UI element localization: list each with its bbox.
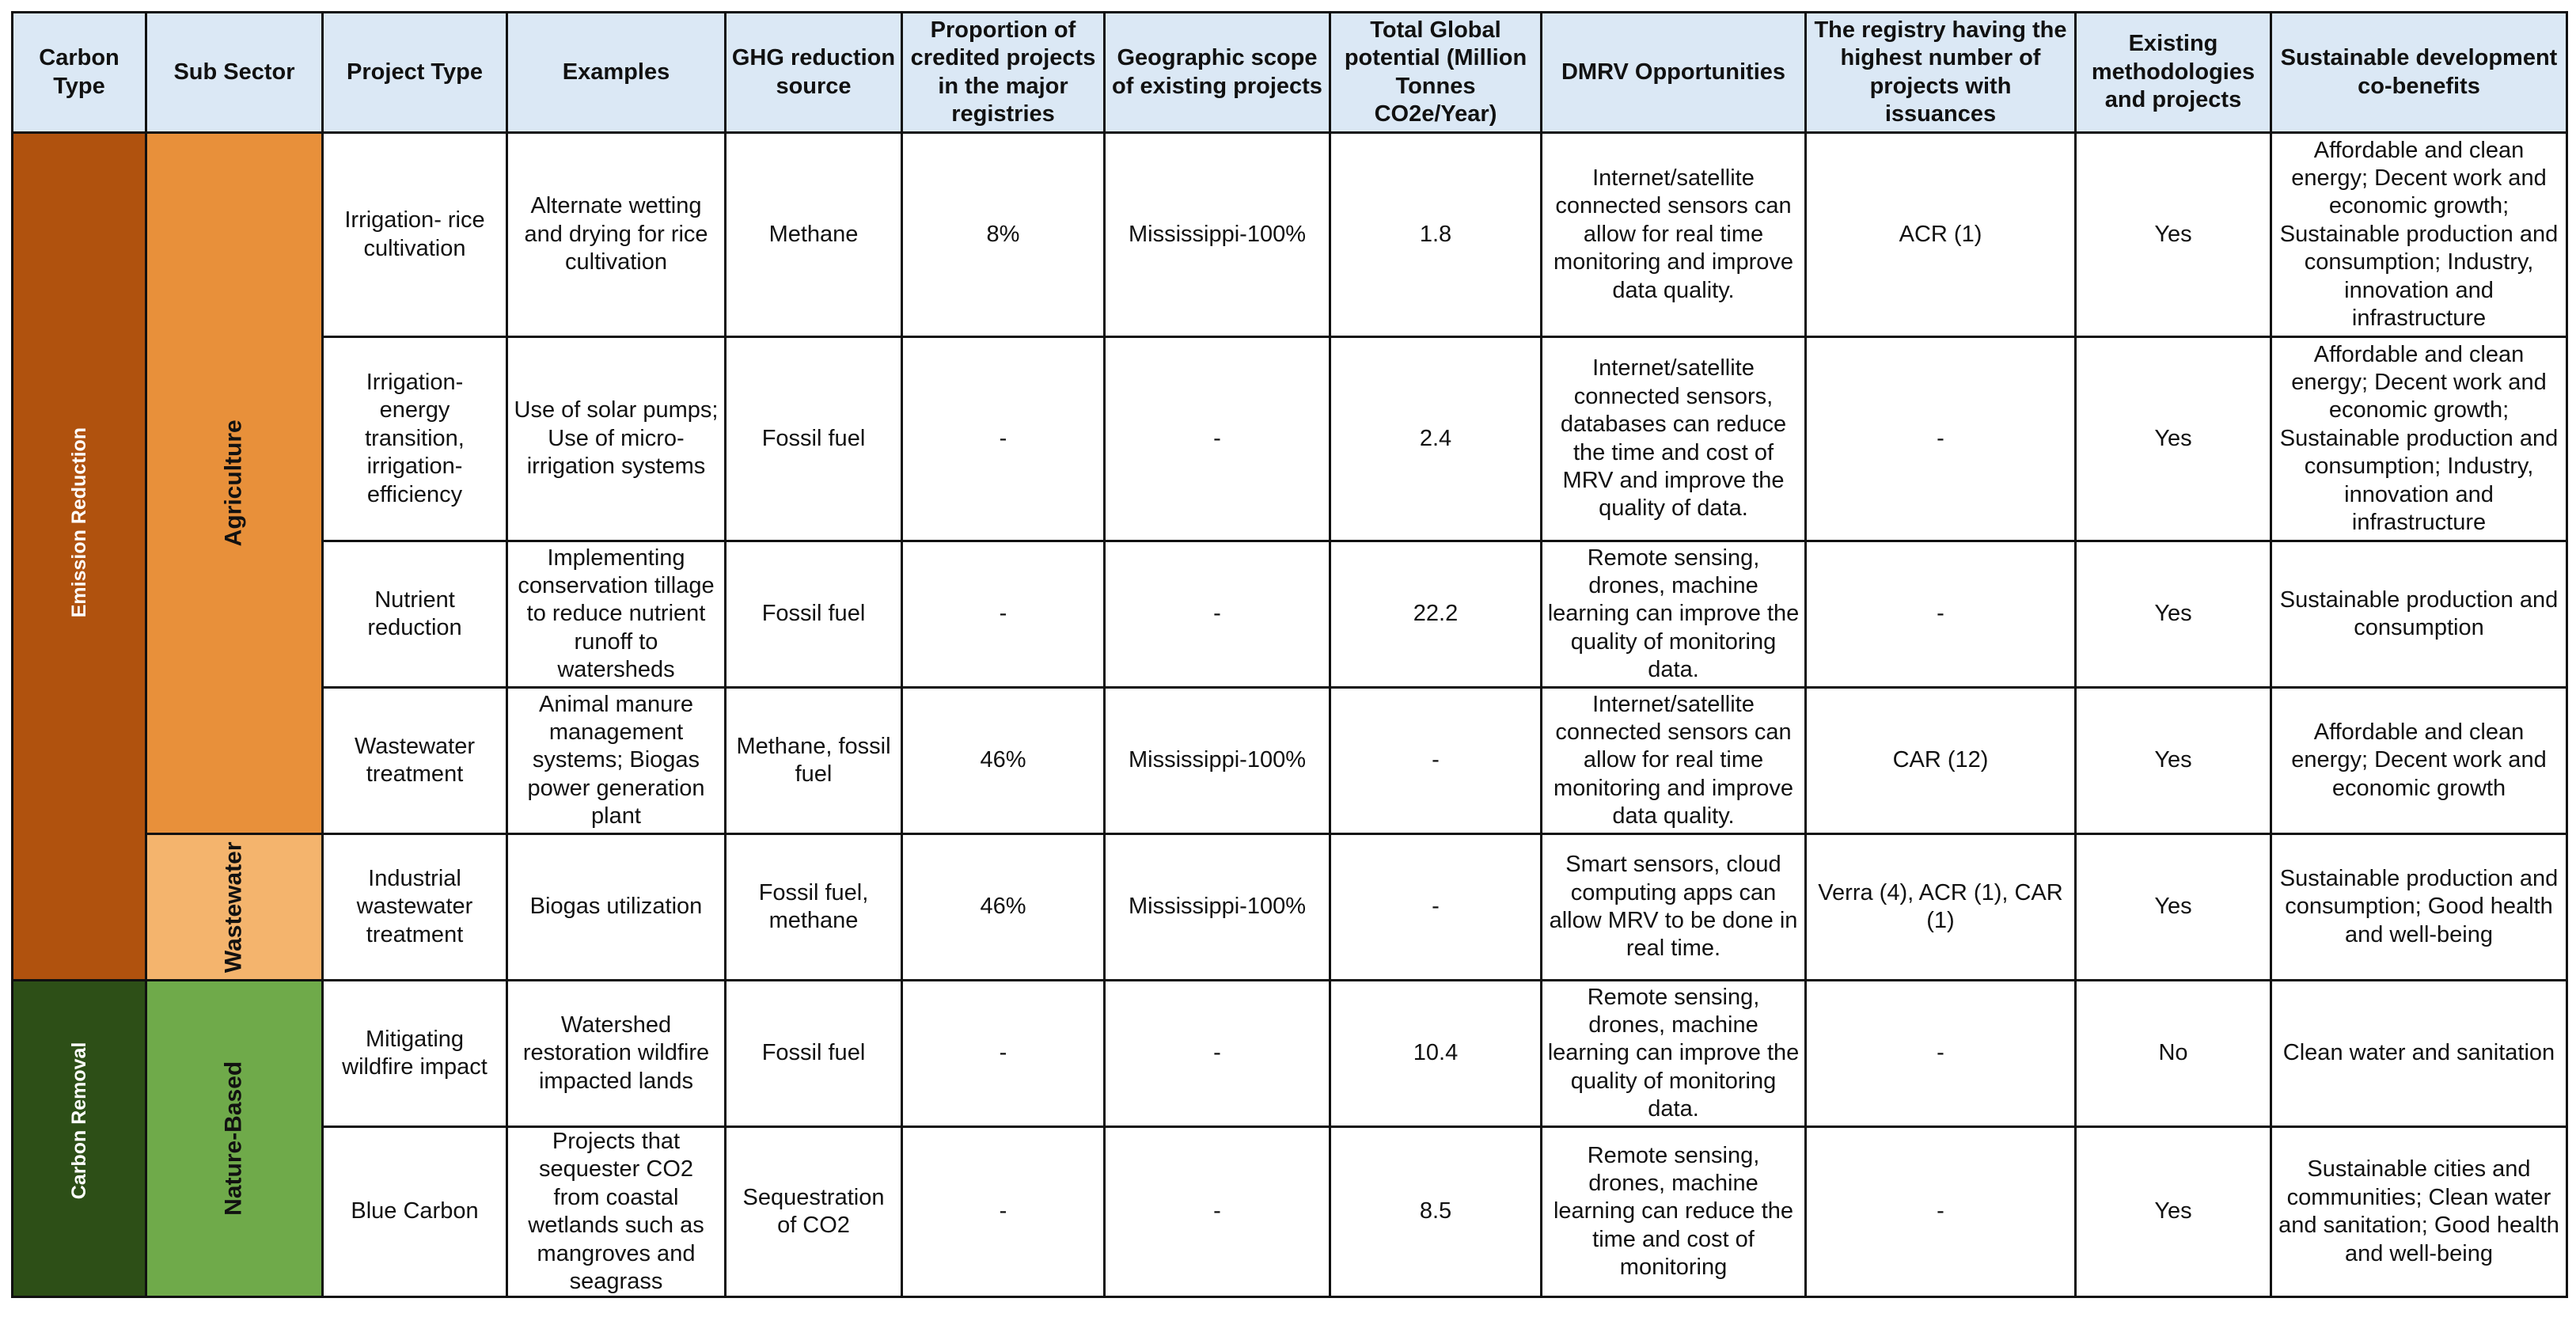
table-row	[13, 541, 2567, 688]
cell-ghg-source: Methane	[726, 133, 902, 337]
cell-ghg-source: Fossil fuel	[726, 541, 902, 688]
cell-geographic-scope: Mississippi-100%	[1105, 688, 1330, 834]
cell-methodologies: Yes	[2076, 834, 2271, 981]
cell-dmrv: Internet/satellite connected sensors can allow for real time monitoring and improve data quality.	[1542, 688, 1806, 834]
header-registry: The registry having the highest number of projects with issuances	[1806, 13, 2076, 133]
cell-global-potential: 22.2	[1330, 541, 1542, 688]
cell-dmrv: Remote sensing, drones, machine learning can reduce the time and cost of monitoring	[1542, 1127, 1806, 1297]
cell-dmrv: Smart sensors, cloud computing apps can allow MRV to be done in real time.	[1542, 834, 1806, 981]
cell-examples: Watershed restoration wildfire impacted lands	[507, 981, 726, 1127]
cell-co-benefits: Affordable and clean energy; Decent work and economic growth; Sustainable production and consumption; Industry, innovation and infrastructure	[2271, 133, 2567, 337]
table-row	[13, 133, 2567, 337]
cell-examples: Animal manure management systems; Biogas power generation plant	[507, 688, 726, 834]
carbon-type-carbon-removal	[13, 981, 146, 1297]
header-co-benefits: Sustainable development co-benefits	[2271, 13, 2567, 133]
cell-co-benefits: Clean water and sanitation	[2271, 981, 2567, 1127]
cell-project-type: Nutrient reduction	[323, 541, 507, 688]
cell-proportion: -	[902, 337, 1105, 541]
cell-proportion: -	[902, 981, 1105, 1127]
cell-dmrv: Internet/satellite connected sensors can allow for real time monitoring and improve data quality.	[1542, 133, 1806, 337]
cell-ghg-source: Methane, fossil fuel	[726, 688, 902, 834]
cell-geographic-scope: -	[1105, 981, 1330, 1127]
carbon-type-emission-reduction	[13, 133, 146, 981]
cell-ghg-source: Fossil fuel, methane	[726, 834, 902, 981]
cell-examples: Alternate wetting and drying for rice cultivation	[507, 133, 726, 337]
cell-geographic-scope: -	[1105, 541, 1330, 688]
cell-global-potential: 10.4	[1330, 981, 1542, 1127]
cell-registry: -	[1806, 541, 2076, 688]
header-sub-sector: Sub Sector	[146, 13, 323, 133]
cell-proportion: 46%	[902, 834, 1105, 981]
cell-co-benefits: Affordable and clean energy; Decent work and economic growth; Sustainable production and consumption; Industry, innovation and infrastructure	[2271, 337, 2567, 541]
header-row	[13, 13, 2567, 133]
cell-global-potential: 8.5	[1330, 1127, 1542, 1297]
cell-global-potential: -	[1330, 834, 1542, 981]
cell-methodologies: Yes	[2076, 133, 2271, 337]
cell-project-type: Blue Carbon	[323, 1127, 507, 1297]
sub-sector-label: Agriculture	[220, 419, 247, 547]
table-row	[13, 981, 2567, 1127]
sub-sector-nature-based	[146, 981, 323, 1297]
cell-co-benefits: Sustainable cities and communities; Clean water and sanitation; Good health and well-being	[2271, 1127, 2567, 1297]
cell-global-potential: -	[1330, 688, 1542, 834]
cell-project-type: Wastewater treatment	[323, 688, 507, 834]
header-examples: Examples	[507, 13, 726, 133]
cell-dmrv: Remote sensing, drones, machine learning can improve the quality of monitoring data.	[1542, 981, 1806, 1127]
carbon-type-label: Carbon Removal	[67, 1042, 90, 1200]
cell-examples: Projects that sequester CO2 from coastal wetlands such as mangroves and seagrass	[507, 1127, 726, 1297]
cell-co-benefits: Sustainable production and consumption	[2271, 541, 2567, 688]
header-carbon-type: Carbon Type	[13, 13, 146, 133]
cell-proportion: -	[902, 1127, 1105, 1297]
cell-registry: CAR (12)	[1806, 688, 2076, 834]
cell-registry: ACR (1)	[1806, 133, 2076, 337]
header-proportion: Proportion of credited projects in the major registries	[902, 13, 1105, 133]
sub-sector-agriculture	[146, 133, 323, 834]
cell-dmrv: Internet/satellite connected sensors, databases can reduce the time and cost of MRV and improve the quality of data.	[1542, 337, 1806, 541]
cell-co-benefits: Affordable and clean energy; Decent work and economic growth	[2271, 688, 2567, 834]
cell-methodologies: No	[2076, 981, 2271, 1127]
header-ghg-source: GHG reduction source	[726, 13, 902, 133]
header-methodologies: Existing methodologies and projects	[2076, 13, 2271, 133]
cell-ghg-source: Fossil fuel	[726, 981, 902, 1127]
cell-proportion: 8%	[902, 133, 1105, 337]
cell-global-potential: 1.8	[1330, 133, 1542, 337]
cell-project-type: Irrigation- rice cultivation	[323, 133, 507, 337]
cell-project-type: Industrial wastewater treatment	[323, 834, 507, 981]
table-row	[13, 337, 2567, 541]
cell-global-potential: 2.4	[1330, 337, 1542, 541]
cell-proportion: 46%	[902, 688, 1105, 834]
cell-registry: -	[1806, 337, 2076, 541]
cell-methodologies: Yes	[2076, 1127, 2271, 1297]
cell-examples: Implementing conservation tillage to reduce nutrient runoff to watersheds	[507, 541, 726, 688]
cell-methodologies: Yes	[2076, 541, 2271, 688]
header-global-potential: Total Global potential (Million Tonnes CO2e/Year)	[1330, 13, 1542, 133]
cell-project-type: Mitigating wildfire impact	[323, 981, 507, 1127]
cell-geographic-scope: Mississippi-100%	[1105, 834, 1330, 981]
cell-registry: -	[1806, 1127, 2076, 1297]
cell-methodologies: Yes	[2076, 337, 2271, 541]
cell-co-benefits: Sustainable production and consumption; Good health and well-being	[2271, 834, 2567, 981]
sub-sector-wastewater	[146, 834, 323, 981]
cell-geographic-scope: Mississippi-100%	[1105, 133, 1330, 337]
cell-geographic-scope: -	[1105, 1127, 1330, 1297]
cell-registry: Verra (4), ACR (1), CAR (1)	[1806, 834, 2076, 981]
sub-sector-label: Wastewater	[220, 841, 247, 973]
header-geographic-scope: Geographic scope of existing projects	[1105, 13, 1330, 133]
cell-ghg-source: Fossil fuel	[726, 337, 902, 541]
cell-proportion: -	[902, 541, 1105, 688]
cell-methodologies: Yes	[2076, 688, 2271, 834]
sub-sector-label: Nature-Based	[220, 1061, 247, 1217]
carbon-type-label: Emission Reduction	[67, 427, 90, 617]
cell-ghg-source: Sequestration of CO2	[726, 1127, 902, 1297]
cell-geographic-scope: -	[1105, 337, 1330, 541]
carbon-projects-table	[11, 11, 2568, 1298]
table-row	[13, 1127, 2567, 1297]
cell-project-type: Irrigation- energy transition, irrigation- efficiency	[323, 337, 507, 541]
cell-examples: Biogas utilization	[507, 834, 726, 981]
table-row	[13, 834, 2567, 981]
table-row	[13, 688, 2567, 834]
cell-examples: Use of solar pumps; Use of micro-irrigation systems	[507, 337, 726, 541]
cell-registry: -	[1806, 981, 2076, 1127]
header-dmrv: DMRV Opportunities	[1542, 13, 1806, 133]
cell-dmrv: Remote sensing, drones, machine learning can improve the quality of monitoring data.	[1542, 541, 1806, 688]
header-project-type: Project Type	[323, 13, 507, 133]
